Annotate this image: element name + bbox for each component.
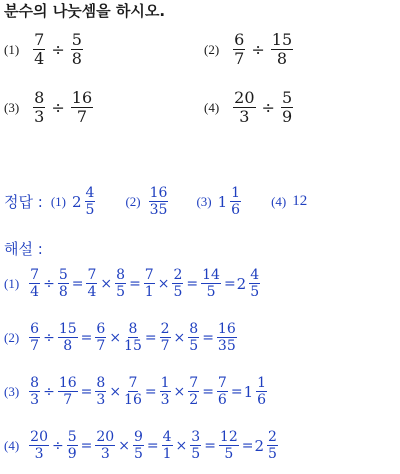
- fraction: $\frac{7}{2}$: [189, 375, 199, 408]
- fraction: $\frac{8}{5}$: [189, 321, 199, 354]
- equals-sign: =: [223, 275, 236, 292]
- divide-sign: ÷: [51, 40, 65, 59]
- answer-1: 2 $\frac{4}{5}$: [71, 185, 95, 218]
- divide-sign: ÷: [52, 437, 64, 454]
- divide-sign: ÷: [251, 40, 265, 59]
- divide-sign: ÷: [43, 383, 55, 400]
- equals-sign: =: [202, 329, 214, 346]
- equals-sign: =: [186, 275, 199, 292]
- worksheet-title: 분수의 나눗셈을 하시오.: [4, 2, 166, 20]
- fraction: $\frac{20}{3}$: [234, 88, 255, 126]
- fraction: $\frac{15}{8}$: [58, 321, 77, 354]
- fraction: $\frac{2}{7}$: [160, 321, 170, 354]
- solution-label: (4): [4, 437, 20, 453]
- equals-sign: =: [144, 329, 157, 346]
- solution-label: (3): [4, 383, 20, 399]
- divide-sign: ÷: [261, 98, 275, 117]
- answer-2: $\frac{16}{35}$: [149, 185, 168, 218]
- fraction: $\frac{7}{4}$: [34, 30, 45, 68]
- answer-label: (2): [125, 193, 141, 209]
- fraction: $\frac{7}{4}$: [87, 267, 97, 300]
- fraction: $\frac{7}{6}$: [217, 375, 227, 408]
- fraction: $\frac{7}{4}$: [30, 267, 40, 300]
- problem-2: [204, 32, 295, 67]
- fraction: $\frac{5}{8}$: [71, 30, 82, 68]
- solution-2: [4, 322, 239, 353]
- multiply-sign: ×: [175, 437, 188, 454]
- fraction: $\frac{8}{3}$: [96, 375, 106, 408]
- fraction: $\frac{2}{5}$: [173, 267, 183, 300]
- fraction: $\frac{3}{5}$: [191, 429, 201, 462]
- divide-sign: ÷: [43, 275, 55, 292]
- fraction: $\frac{15}{8}$: [271, 30, 293, 68]
- fraction: $\frac{5}{8}$: [58, 267, 68, 300]
- fraction: $\frac{16}{7}$: [71, 88, 93, 126]
- equals-sign: =: [144, 383, 157, 400]
- solution-label: (1): [4, 275, 20, 291]
- problem-label: (3): [4, 99, 20, 115]
- solution-heading: 해설 :: [4, 240, 43, 258]
- mixed-number: 2 $\frac{2}{5}$: [254, 429, 277, 462]
- answer-label: (1): [50, 193, 66, 209]
- multiply-sign: ×: [100, 275, 113, 292]
- equals-sign: =: [129, 275, 141, 292]
- fraction: $\frac{8}{5}$: [116, 267, 126, 300]
- multiply-sign: ×: [173, 329, 186, 346]
- fraction: $\frac{6}{7}$: [234, 30, 245, 68]
- problem-4: [204, 90, 295, 125]
- fraction: $\frac{7}{1}$: [144, 267, 154, 300]
- fraction: $\frac{12}{5}$: [219, 429, 238, 462]
- problem-label: (4): [204, 99, 220, 115]
- equals-sign: =: [230, 383, 243, 400]
- fraction: $\frac{8}{3}$: [34, 88, 45, 126]
- fraction: $\frac{1}{3}$: [160, 375, 170, 408]
- equals-sign: =: [80, 383, 93, 400]
- mixed-number: 1 $\frac{1}{6}$: [243, 375, 267, 408]
- answer-row: [4, 186, 307, 217]
- divide-sign: ÷: [43, 329, 55, 346]
- solution-1: [4, 268, 262, 299]
- answer-3: 1 $\frac{1}{6}$: [217, 185, 241, 218]
- problem-label: (2): [204, 41, 220, 57]
- equals-sign: =: [71, 275, 84, 292]
- fraction: $\frac{20}{3}$: [96, 429, 115, 462]
- fraction: $\frac{5}{9}$: [281, 88, 293, 126]
- equals-sign: =: [80, 437, 93, 454]
- fraction: $\frac{6}{7}$: [30, 321, 40, 354]
- problem-label: (1): [4, 41, 20, 57]
- equals-sign: =: [202, 383, 214, 400]
- answer-heading: 정답 :: [4, 193, 43, 211]
- fraction: $\frac{4}{1}$: [162, 429, 172, 462]
- equals-sign: =: [204, 437, 216, 454]
- answer-label: (4): [271, 193, 287, 209]
- solution-label: (2): [4, 329, 20, 345]
- fraction: $\frac{14}{5}$: [202, 267, 220, 300]
- equals-sign: =: [146, 437, 159, 454]
- fraction: $\frac{8}{15}$: [124, 321, 142, 354]
- mixed-number: 2 $\frac{4}{5}$: [236, 267, 260, 300]
- answer-label: (3): [196, 193, 212, 209]
- fraction: $\frac{7}{16}$: [124, 375, 142, 408]
- divide-sign: ÷: [51, 98, 65, 117]
- fraction: $\frac{16}{35}$: [217, 321, 236, 354]
- multiply-sign: ×: [157, 275, 170, 292]
- answer-4: 12: [292, 193, 308, 209]
- fraction: $\frac{8}{3}$: [30, 375, 40, 408]
- solution-3: [4, 376, 269, 407]
- fraction: $\frac{9}{5}$: [133, 429, 143, 462]
- multiply-sign: ×: [109, 329, 122, 346]
- problem-3: [4, 90, 95, 125]
- equals-sign: =: [241, 437, 254, 454]
- solution-4: [4, 430, 280, 461]
- equals-sign: =: [80, 329, 93, 346]
- multiply-sign: ×: [173, 383, 186, 400]
- fraction: $\frac{5}{9}$: [67, 429, 77, 462]
- fraction: $\frac{16}{7}$: [58, 375, 77, 408]
- fraction: $\frac{20}{3}$: [30, 429, 48, 462]
- fraction: $\frac{6}{7}$: [96, 321, 106, 354]
- multiply-sign: ×: [109, 383, 122, 400]
- problem-1: [4, 32, 85, 67]
- multiply-sign: ×: [118, 437, 130, 454]
